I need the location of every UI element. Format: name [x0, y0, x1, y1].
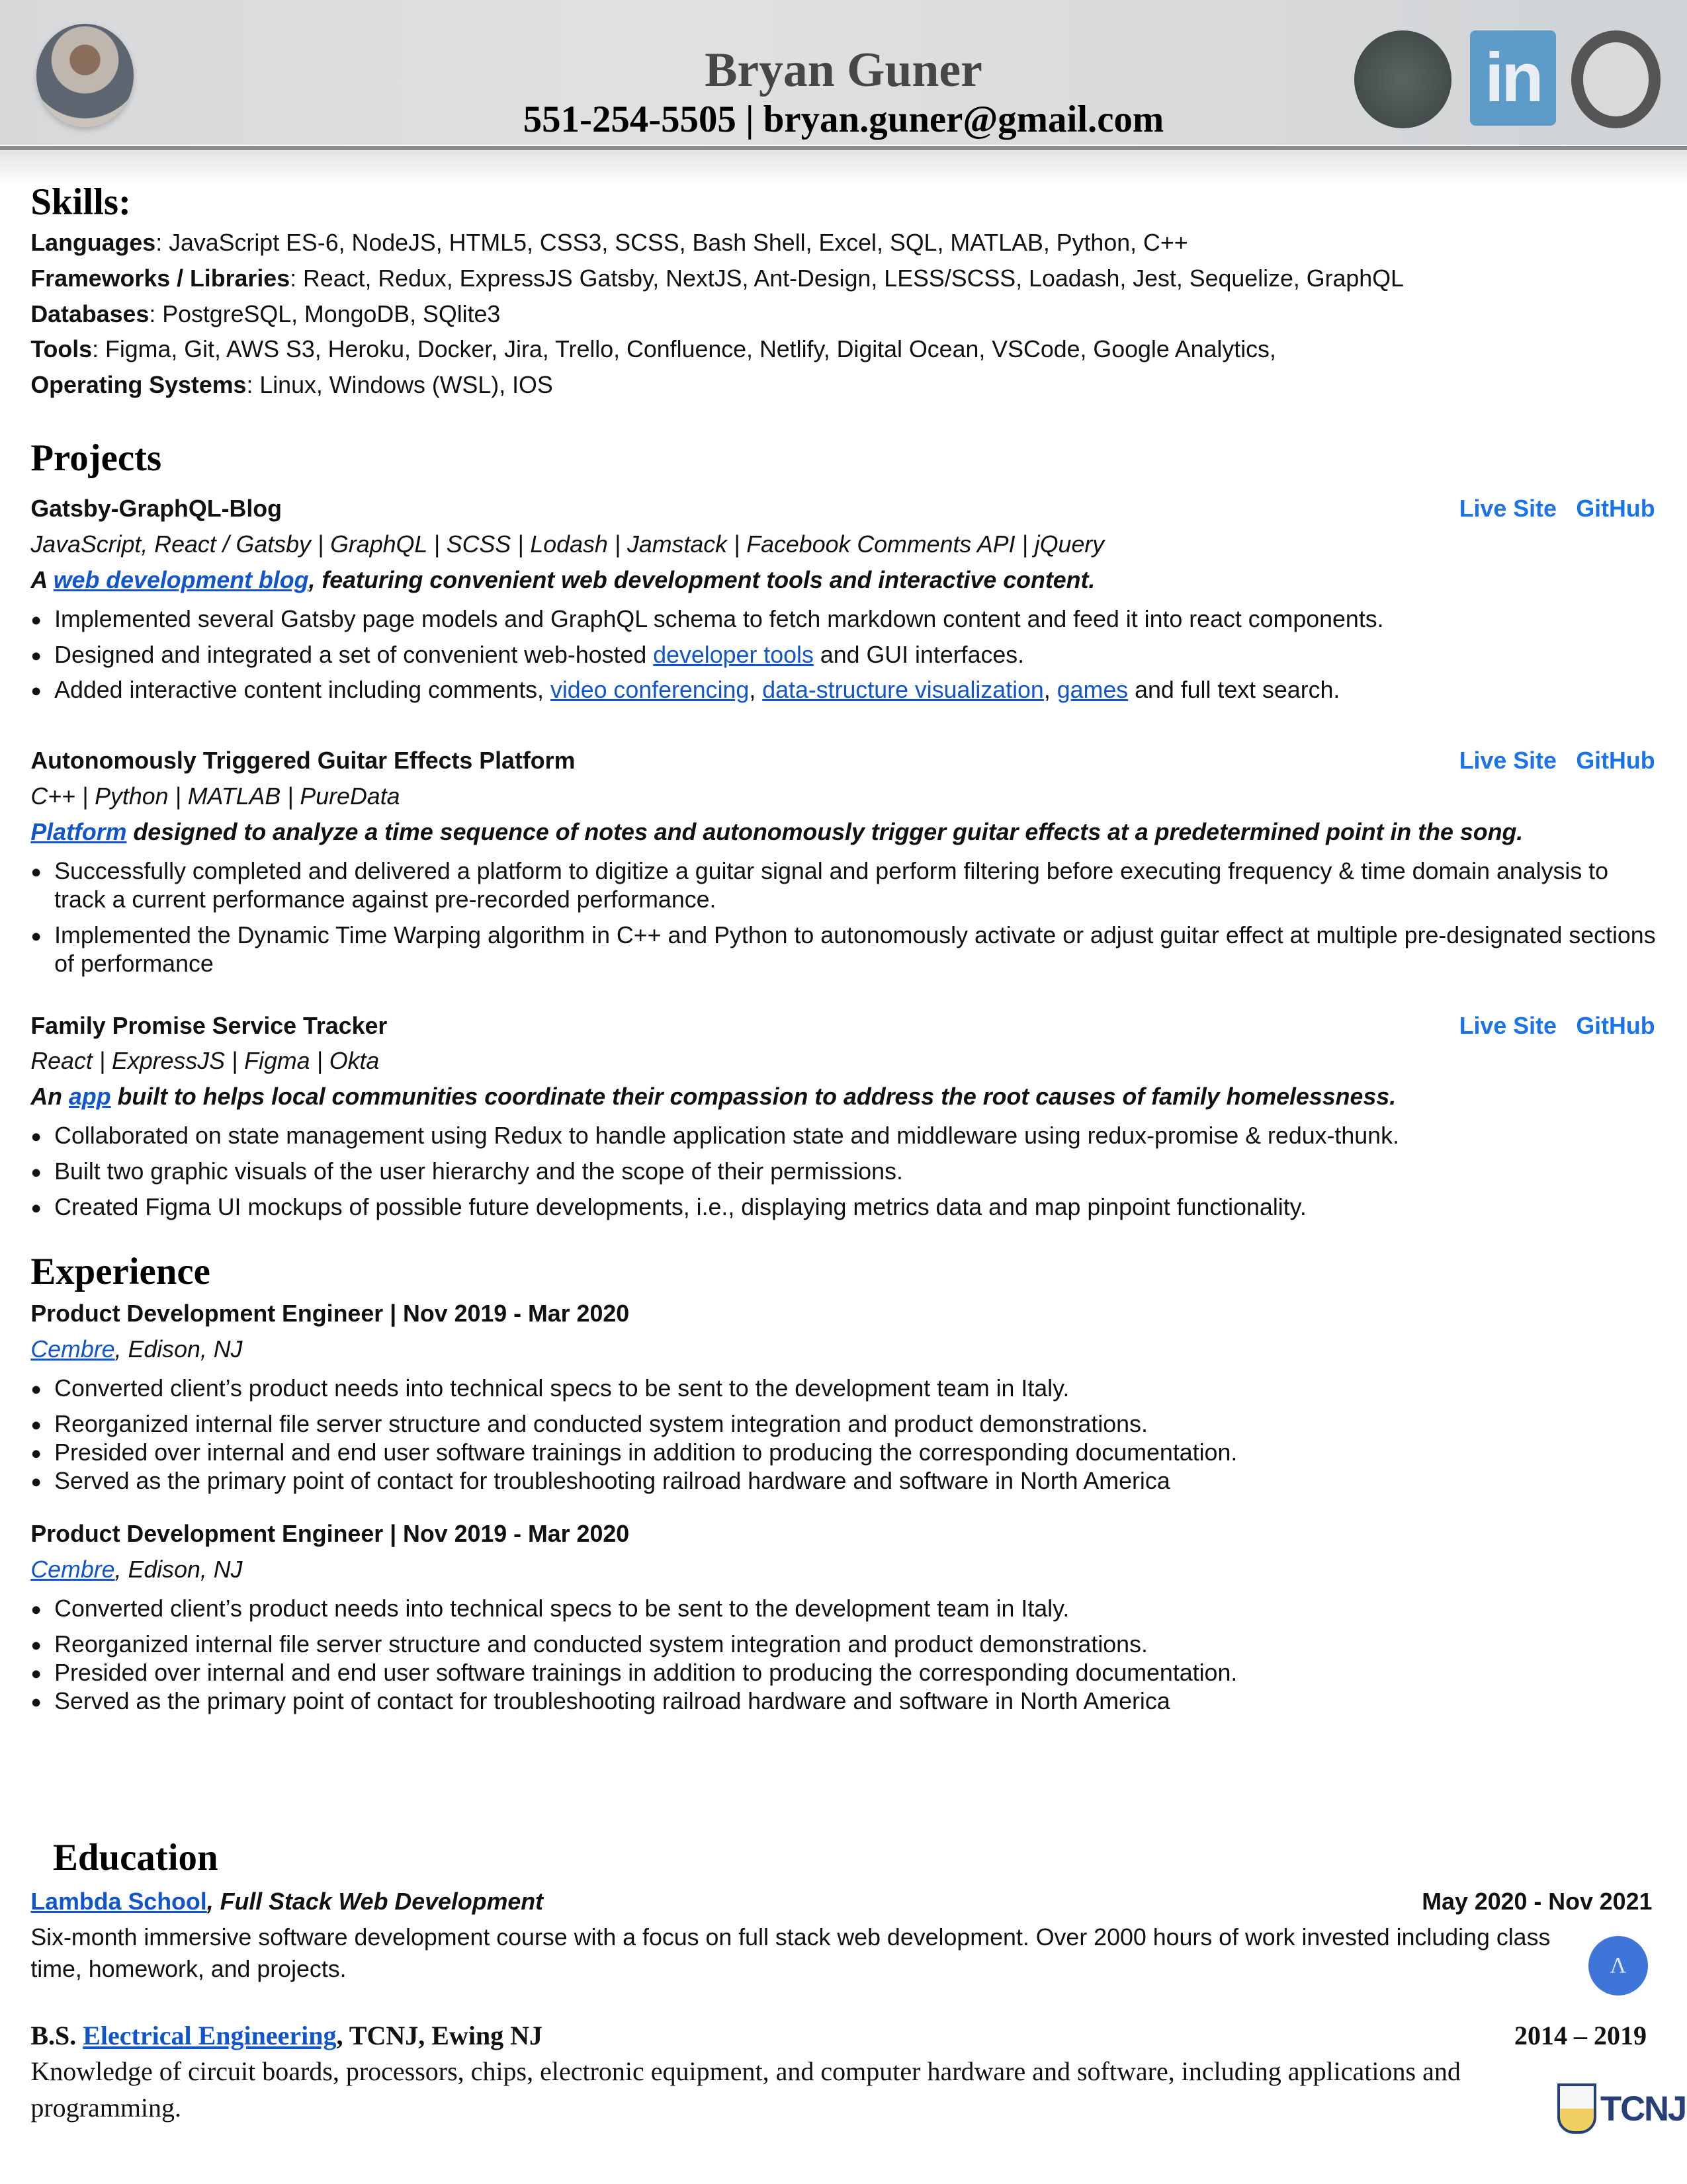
skill-value: : Linux, Windows (WSL), IOS — [246, 371, 553, 398]
github-icon[interactable] — [1571, 30, 1661, 128]
description: Six-month immersive software development course with a focus on full stack web development. Over 2000 hours of work invested including class time, homework, and projects. — [30, 1923, 1551, 1983]
text: designed to analyze a time sequence of notes and autonomously trigger guitar effects at a predetermined point in the song. — [126, 818, 1524, 845]
bullet — [30, 641, 1661, 669]
text: and GUI interfaces. — [813, 641, 1025, 668]
project-links — [1440, 491, 1655, 527]
education-heading: Education — [53, 1837, 218, 1879]
project-name: Autonomously Triggered Guitar Effects Platform — [30, 747, 576, 775]
text: Implemented several Gatsby page models and GraphQL schema to fetch markdown content and feed it into react components. — [54, 605, 1384, 632]
skill-label: Tools — [30, 336, 93, 363]
project-links — [1440, 1009, 1655, 1044]
shield-icon — [1557, 2083, 1596, 2133]
program: , Full Stack Web Development — [206, 1888, 544, 1915]
project-title — [30, 491, 1661, 527]
bullet — [30, 857, 1661, 914]
skill-label: Languages — [30, 230, 156, 257]
bullet: ● Reorganized internal file server structure and conducted system integration and product demonstrations. — [30, 1630, 1661, 1659]
text: Successfully completed and delivered a platform to digitize a guitar signal and perform filtering before executing frequency & time domain analysis to track a current performance against pre-recorded performance. — [54, 858, 1609, 913]
skill-value: : PostgreSQL, MongoDB, SQlite3 — [149, 300, 501, 327]
inline-link[interactable]: Platform — [30, 818, 127, 845]
skill-label: Frameworks / Libraries — [30, 265, 290, 292]
text: Built two graphic visuals of the user hierarchy and the scope of their permissions. — [54, 1157, 903, 1185]
inline-link[interactable]: developer tools — [653, 641, 814, 668]
bullet: ● Reorganized internal file server structure and conducted system integration and product demonstrations. — [30, 1410, 1661, 1439]
skill-label: Operating Systems — [30, 371, 247, 398]
experience-heading: Experience — [30, 1250, 210, 1292]
project-description — [30, 563, 1661, 599]
live-site-link[interactable]: Live Site — [1459, 747, 1557, 775]
project-description — [30, 815, 1661, 851]
github-link[interactable]: GitHub — [1576, 747, 1655, 775]
github-link[interactable]: GitHub — [1576, 1012, 1655, 1039]
skill-row — [30, 297, 1661, 333]
location: , Edison, NJ — [114, 1556, 243, 1583]
contact-info: 551-254-5505 | bryan.guner@gmail.com — [523, 99, 1164, 141]
project — [30, 1009, 1661, 1222]
tcnj-logo — [1557, 2081, 1686, 2136]
text: Designed and integrated a set of convenient web-hosted — [54, 641, 654, 668]
education-tcnj — [30, 2018, 1661, 2126]
inline-link[interactable]: data-structure visualization — [762, 677, 1044, 704]
text: Implemented the Dynamic Time Warping algorithm in C++ and Python to autonomously activate or adjust guitar effect at multiple pre-designated sections of performance — [54, 921, 1656, 978]
dates: 2014 – 2019 — [1514, 2021, 1647, 2051]
text: , featuring convenient web development tools and interactive content. — [308, 566, 1096, 593]
live-site-link[interactable]: Live Site — [1459, 495, 1557, 523]
live-site-link[interactable]: Live Site — [1459, 1012, 1557, 1039]
job-company — [30, 1552, 1661, 1588]
bullet — [30, 1122, 1661, 1150]
skill-row — [30, 226, 1661, 261]
project-tech: JavaScript, React / Gatsby | GraphQL | SCSS | Lodash | Jamstack | Facebook Comments API | jQuery — [30, 531, 1105, 558]
header-shadow — [0, 150, 1687, 184]
bullet: ● Served as the primary point of contact for troubleshooting railroad hardware and software in North America — [30, 1687, 1661, 1716]
dashboard-icon[interactable] — [1354, 30, 1451, 128]
bullet: ● Converted client’s product needs into technical specs to be sent to the development team in Italy. — [30, 1595, 1661, 1623]
skill-row — [30, 368, 1661, 403]
project-title — [30, 743, 1661, 779]
skill-value: : React, Redux, ExpressJS Gatsby, NextJS, Ant-Design, LESS/SCSS, Loadash, Jest, Sequelize, GraphQL — [290, 265, 1404, 292]
location: , Edison, NJ — [114, 1336, 243, 1363]
skill-row — [30, 261, 1661, 297]
skill-value: : JavaScript ES-6, NodeJS, HTML5, CSS3, SCSS, Bash Shell, Excel, SQL, MATLAB, Python, C++ — [155, 230, 1188, 257]
job — [30, 1517, 1661, 1716]
inline-link[interactable]: app — [68, 1083, 111, 1110]
bullet — [30, 1157, 1661, 1186]
degree: B.S. — [30, 2021, 83, 2051]
bullet — [30, 676, 1661, 704]
job-company — [30, 1332, 1661, 1368]
header-divider — [0, 145, 1687, 150]
skills-list — [30, 226, 1661, 403]
projects-heading: Projects — [30, 437, 162, 480]
text: built to helps local communities coordinate their compassion to address the root causes of family homelessness. — [110, 1083, 1397, 1110]
project-name: Family Promise Service Tracker — [30, 1012, 388, 1039]
inline-link[interactable]: games — [1057, 677, 1129, 704]
bullet-list — [30, 1595, 1661, 1716]
education-lambda — [30, 1884, 1661, 1986]
bullet: ● Presided over internal and end user software trainings in addition to producing the corresponding documentation. — [30, 1439, 1661, 1467]
github-link[interactable]: GitHub — [1576, 495, 1655, 523]
major-link[interactable]: Electrical Engineering — [83, 2021, 337, 2051]
text: A — [30, 566, 54, 593]
job — [30, 1296, 1661, 1495]
bullet-list — [30, 1374, 1661, 1495]
project-tech: C++ | Python | MATLAB | PureData — [30, 783, 400, 810]
linkedin-icon[interactable]: in — [1470, 30, 1557, 125]
project — [30, 491, 1661, 704]
tcnj-wordmark: TCNJ — [1600, 2089, 1686, 2128]
bullet — [30, 1193, 1661, 1222]
bullet — [30, 605, 1661, 634]
skill-row — [30, 332, 1661, 368]
text: An — [30, 1083, 69, 1110]
skills-heading: Skills: — [30, 181, 131, 223]
inline-link[interactable]: video conferencing — [550, 677, 750, 704]
candidate-name: Bryan Guner — [705, 42, 982, 97]
skill-value: : Figma, Git, AWS S3, Heroku, Docker, Jira, Trello, Confluence, Netlify, Digital Ocean, VSCode, Google Analytics, — [92, 336, 1276, 363]
bullet: ● Presided over internal and end user software trainings in addition to producing the corresponding documentation. — [30, 1659, 1661, 1687]
project-links — [1440, 743, 1655, 779]
job-title: Product Development Engineer | Nov 2019 - Mar 2020 — [30, 1521, 630, 1548]
project-tech: React | ExpressJS | Figma | Okta — [30, 1048, 380, 1075]
description: Knowledge of circuit boards, processors, chips, electronic equipment, and computer hardware and software, including applications and programming. — [30, 2056, 1461, 2122]
company-link[interactable]: Cembre — [30, 1556, 115, 1583]
skill-label: Databases — [30, 300, 150, 327]
company-link[interactable]: Cembre — [30, 1336, 115, 1363]
bullet — [30, 921, 1661, 978]
bullet: ● Served as the primary point of contact for troubleshooting railroad hardware and software in North America — [30, 1467, 1661, 1495]
project — [30, 743, 1661, 978]
lambda-school-link[interactable]: Lambda School — [30, 1888, 207, 1915]
inline-link[interactable]: web development blog — [53, 566, 309, 593]
project-name: Gatsby-GraphQL-Blog — [30, 495, 282, 523]
text: Collaborated on state management using Redux to handle application state and middleware using redux-promise & redux-thunk. — [54, 1122, 1399, 1150]
job-title: Product Development Engineer | Nov 2019 - Mar 2020 — [30, 1300, 630, 1327]
text: Created Figma UI mockups of possible future developments, i.e., displaying metrics data and map pinpoint functionality. — [54, 1193, 1307, 1220]
text: Added interactive content including comments, — [54, 677, 550, 704]
text: , — [749, 677, 763, 704]
text: and full text search. — [1128, 677, 1340, 704]
dates: May 2020 - Nov 2021 — [1422, 1888, 1653, 1915]
bullet: ● Converted client’s product needs into technical specs to be sent to the development team in Italy. — [30, 1374, 1661, 1403]
project-title — [30, 1009, 1661, 1044]
lambda-logo: Λ — [1588, 1936, 1649, 1996]
school: , TCNJ, Ewing NJ — [336, 2021, 543, 2051]
project-description — [30, 1079, 1661, 1115]
text: , — [1043, 677, 1057, 704]
